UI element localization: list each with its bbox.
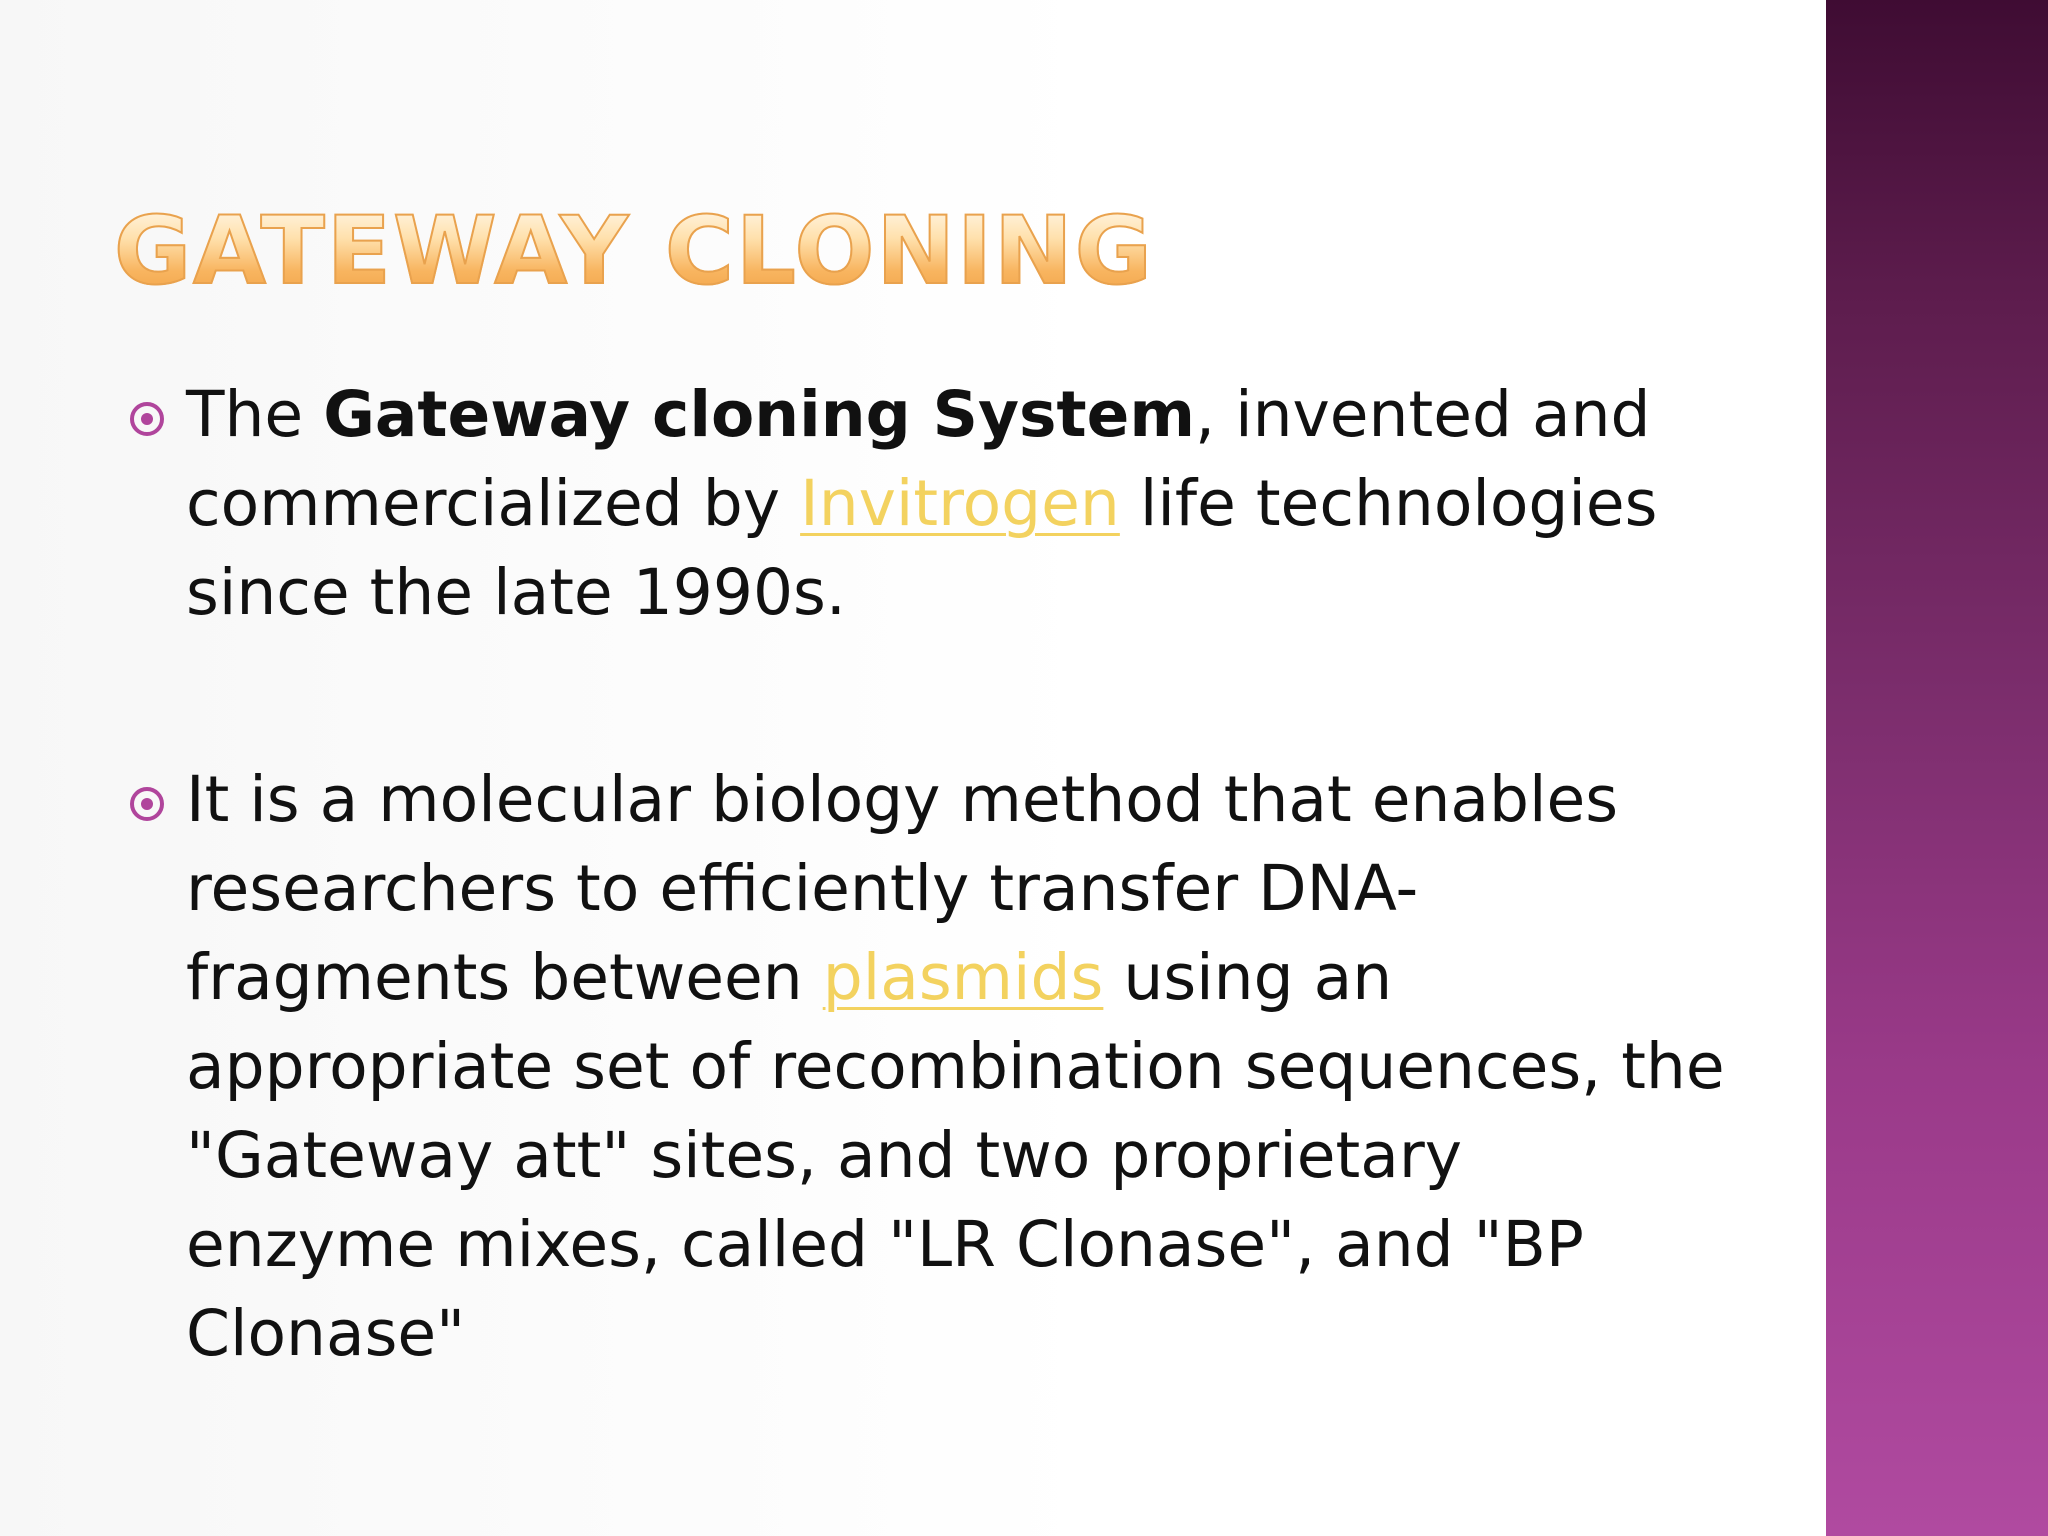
bullet-text-mid: , invented and commercialized by (186, 378, 1651, 540)
bullet-text-post: life technologies since the late 1990s. (186, 467, 1658, 629)
bullet-text-pre: The (186, 378, 324, 451)
slide-title: GATEWAY CLONING (114, 197, 1154, 306)
circle-dot-bullet-icon (130, 787, 164, 821)
circle-dot-bullet-icon (130, 402, 164, 436)
bullet-list (130, 370, 1730, 1378)
bullet-item-method (130, 755, 1730, 1378)
decorative-sidebar (1826, 0, 2048, 1536)
plasmids-link[interactable]: plasmids (822, 941, 1104, 1014)
bold-term-gateway-system: Gateway cloning System (323, 378, 1196, 451)
bullet-item-gateway-system (130, 370, 1730, 637)
bullet-text-post: using an appropriate set of recombination sequences, the "Gateway att" sites, and two proprietary enzyme mixes, called "LR Clonase", and "BP Clonase" (186, 941, 1725, 1370)
invitrogen-link[interactable]: Invitrogen (800, 467, 1120, 540)
bullet-text-pre: It is a molecular biology method that enables researchers to efficiently transfer DNA-fragments between (186, 763, 1619, 1014)
